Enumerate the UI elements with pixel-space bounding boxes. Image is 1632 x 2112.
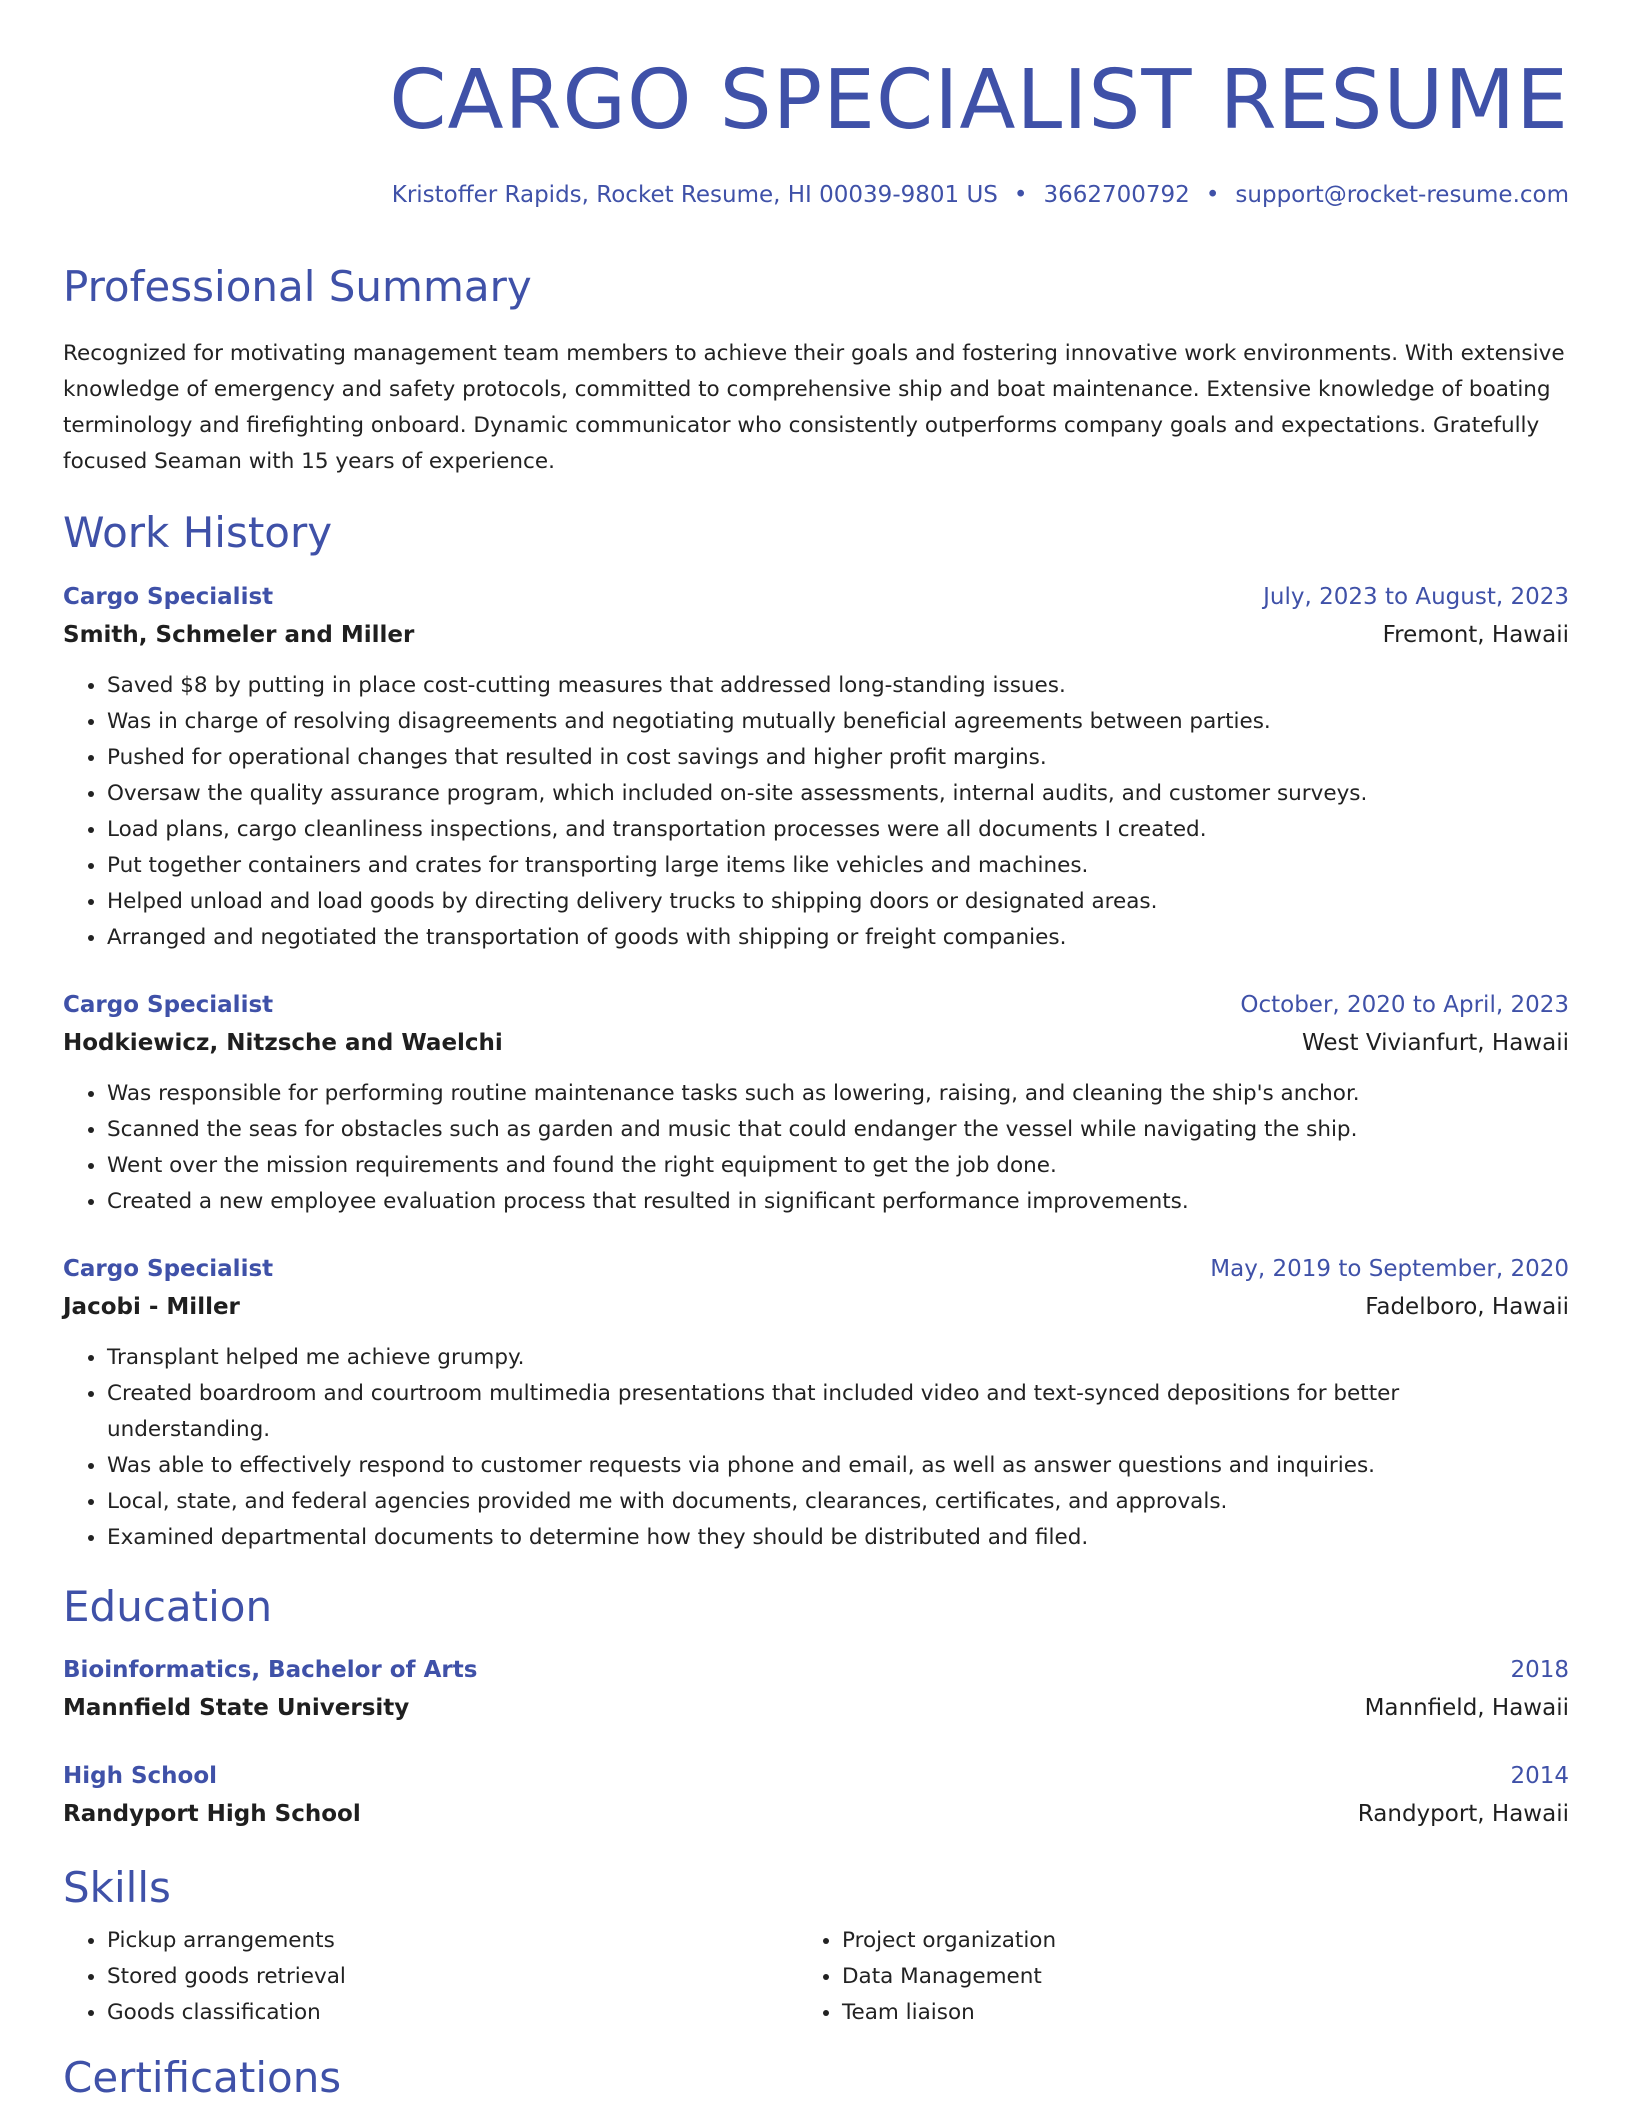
- job-location: Fremont, Hawaii: [1382, 622, 1569, 649]
- education-year: 2018: [1510, 1656, 1569, 1683]
- job-bullet: • Went over the mission requirements and found the right equipment to get the job done.: [107, 1148, 1569, 1184]
- job-bullet: • Was in charge of resolving disagreements and negotiating mutually beneficial agreements between parties.: [107, 704, 1569, 740]
- job-bullet: • Local, state, and federal agencies provided me with documents, clearances, certificates, and approvals.: [107, 1484, 1569, 1520]
- job-dates: May, 2019 to September, 2020: [1210, 1256, 1569, 1283]
- section-heading-skills: Skills: [63, 1862, 171, 1912]
- skill-item: • Project organization: [842, 1923, 1533, 1959]
- contact-phone: 3662700792: [1043, 182, 1190, 208]
- skills-list: [63, 1923, 1569, 2031]
- job-entry: [63, 578, 1569, 956]
- job-bullets: [63, 668, 1569, 956]
- job-entry: [63, 986, 1569, 1220]
- contact-email[interactable]: support@rocket-resume.com: [1235, 182, 1569, 208]
- contact-address: Kristoffer Rapids, Rocket Resume, HI 00039-9801 US: [391, 182, 998, 208]
- education-degree: High School: [63, 1762, 218, 1789]
- education-location: Randyport, Hawaii: [1357, 1800, 1569, 1827]
- job-bullet: • Arranged and negotiated the transportation of goods with shipping or freight companies.: [107, 920, 1569, 956]
- job-bullet: • Created a new employee evaluation process that resulted in significant performance improvements.: [107, 1184, 1569, 1220]
- job-company: Hodkiewicz, Nitzsche and Waelchi: [63, 1030, 503, 1057]
- education-location: Mannfield, Hawaii: [1364, 1694, 1569, 1721]
- job-bullet: • Scanned the seas for obstacles such as garden and music that could endanger the vessel while navigating the ship.: [107, 1112, 1569, 1148]
- section-heading-summary: Professional Summary: [63, 261, 532, 311]
- job-dates: October, 2020 to April, 2023: [1240, 992, 1569, 1019]
- job-bullet: • Examined departmental documents to determine how they should be distributed and filed.: [107, 1520, 1569, 1556]
- job-title: Cargo Specialist: [63, 1256, 274, 1283]
- job-location: Fadelboro, Hawaii: [1365, 1294, 1569, 1321]
- job-bullet: • Load plans, cargo cleanliness inspections, and transportation processes were all documents I created.: [107, 812, 1569, 848]
- job-bullet: • Created boardroom and courtroom multimedia presentations that included video and text-synced depositions for better understanding.: [107, 1376, 1569, 1448]
- job-title: Cargo Specialist: [63, 584, 274, 611]
- job-bullet: • Transplant helped me achieve grumpy.: [107, 1340, 1569, 1376]
- section-heading-work-history: Work History: [63, 507, 333, 557]
- job-entry: [63, 1250, 1569, 1556]
- section-heading-education: Education: [63, 1582, 273, 1632]
- job-title: Cargo Specialist: [63, 992, 274, 1019]
- skill-item: • Data Management: [842, 1959, 1533, 1995]
- skill-item: • Pickup arrangements: [107, 1923, 798, 1959]
- education-year: 2014: [1510, 1762, 1569, 1789]
- contact-separator: •: [1205, 182, 1220, 208]
- section-heading-certifications: Certifications: [63, 2053, 342, 2103]
- job-bullet: • Pushed for operational changes that resulted in cost savings and higher profit margins.: [107, 740, 1569, 776]
- skill-item: • Team liaison: [842, 1995, 1533, 2031]
- resume-title: CARGO SPECIALIST RESUME: [389, 53, 1569, 148]
- skill-item: • Stored goods retrieval: [107, 1959, 798, 1995]
- job-bullet: • Was responsible for performing routine maintenance tasks such as lowering, raising, and cleaning the ship's anchor.: [107, 1076, 1569, 1112]
- education-entry: [63, 1651, 1569, 1727]
- skills-column-left: [63, 1923, 798, 2031]
- job-company: Jacobi - Miller: [63, 1294, 240, 1321]
- job-bullet: • Helped unload and load goods by directing delivery trucks to shipping doors or designated areas.: [107, 884, 1569, 920]
- job-bullet: • Put together containers and crates for transporting large items like vehicles and machines.: [107, 848, 1569, 884]
- education-school: Mannfield State University: [63, 1694, 410, 1721]
- job-bullet: • Saved $8 by putting in place cost-cutting measures that addressed long-standing issues.: [107, 668, 1569, 704]
- education-school: Randyport High School: [63, 1800, 361, 1827]
- job-location: West Vivianfurt, Hawaii: [1302, 1030, 1569, 1057]
- job-bullets: [63, 1340, 1569, 1556]
- job-bullets: [63, 1076, 1569, 1220]
- contact-separator: •: [1013, 182, 1028, 208]
- skill-item: • Goods classification: [107, 1995, 798, 2031]
- job-bullet: • Oversaw the quality assurance program, which included on-site assessments, internal audits, and customer surveys.: [107, 776, 1569, 812]
- job-company: Smith, Schmeler and Miller: [63, 622, 415, 649]
- summary-text: Recognized for motivating management team members to achieve their goals and fostering innovative work environments. With extensive knowledge of emergency and safety protocols, committed to comprehensive ship and boat maintenance. Extensive knowledge of boating terminology and firefighting onboard. Dynamic communicator who consistently outperforms company goals and expectations. Gratefully focused Seaman with 15 years of experience.: [63, 340, 1565, 474]
- education-degree: Bioinformatics, Bachelor of Arts: [63, 1656, 478, 1683]
- contact-line: [63, 182, 1569, 210]
- education-entry: [63, 1757, 1569, 1833]
- skills-column-right: [798, 1923, 1533, 2031]
- job-dates: July, 2023 to August, 2023: [1263, 584, 1569, 611]
- job-bullet: • Was able to effectively respond to customer requests via phone and email, as well as answer questions and inquiries.: [107, 1448, 1569, 1484]
